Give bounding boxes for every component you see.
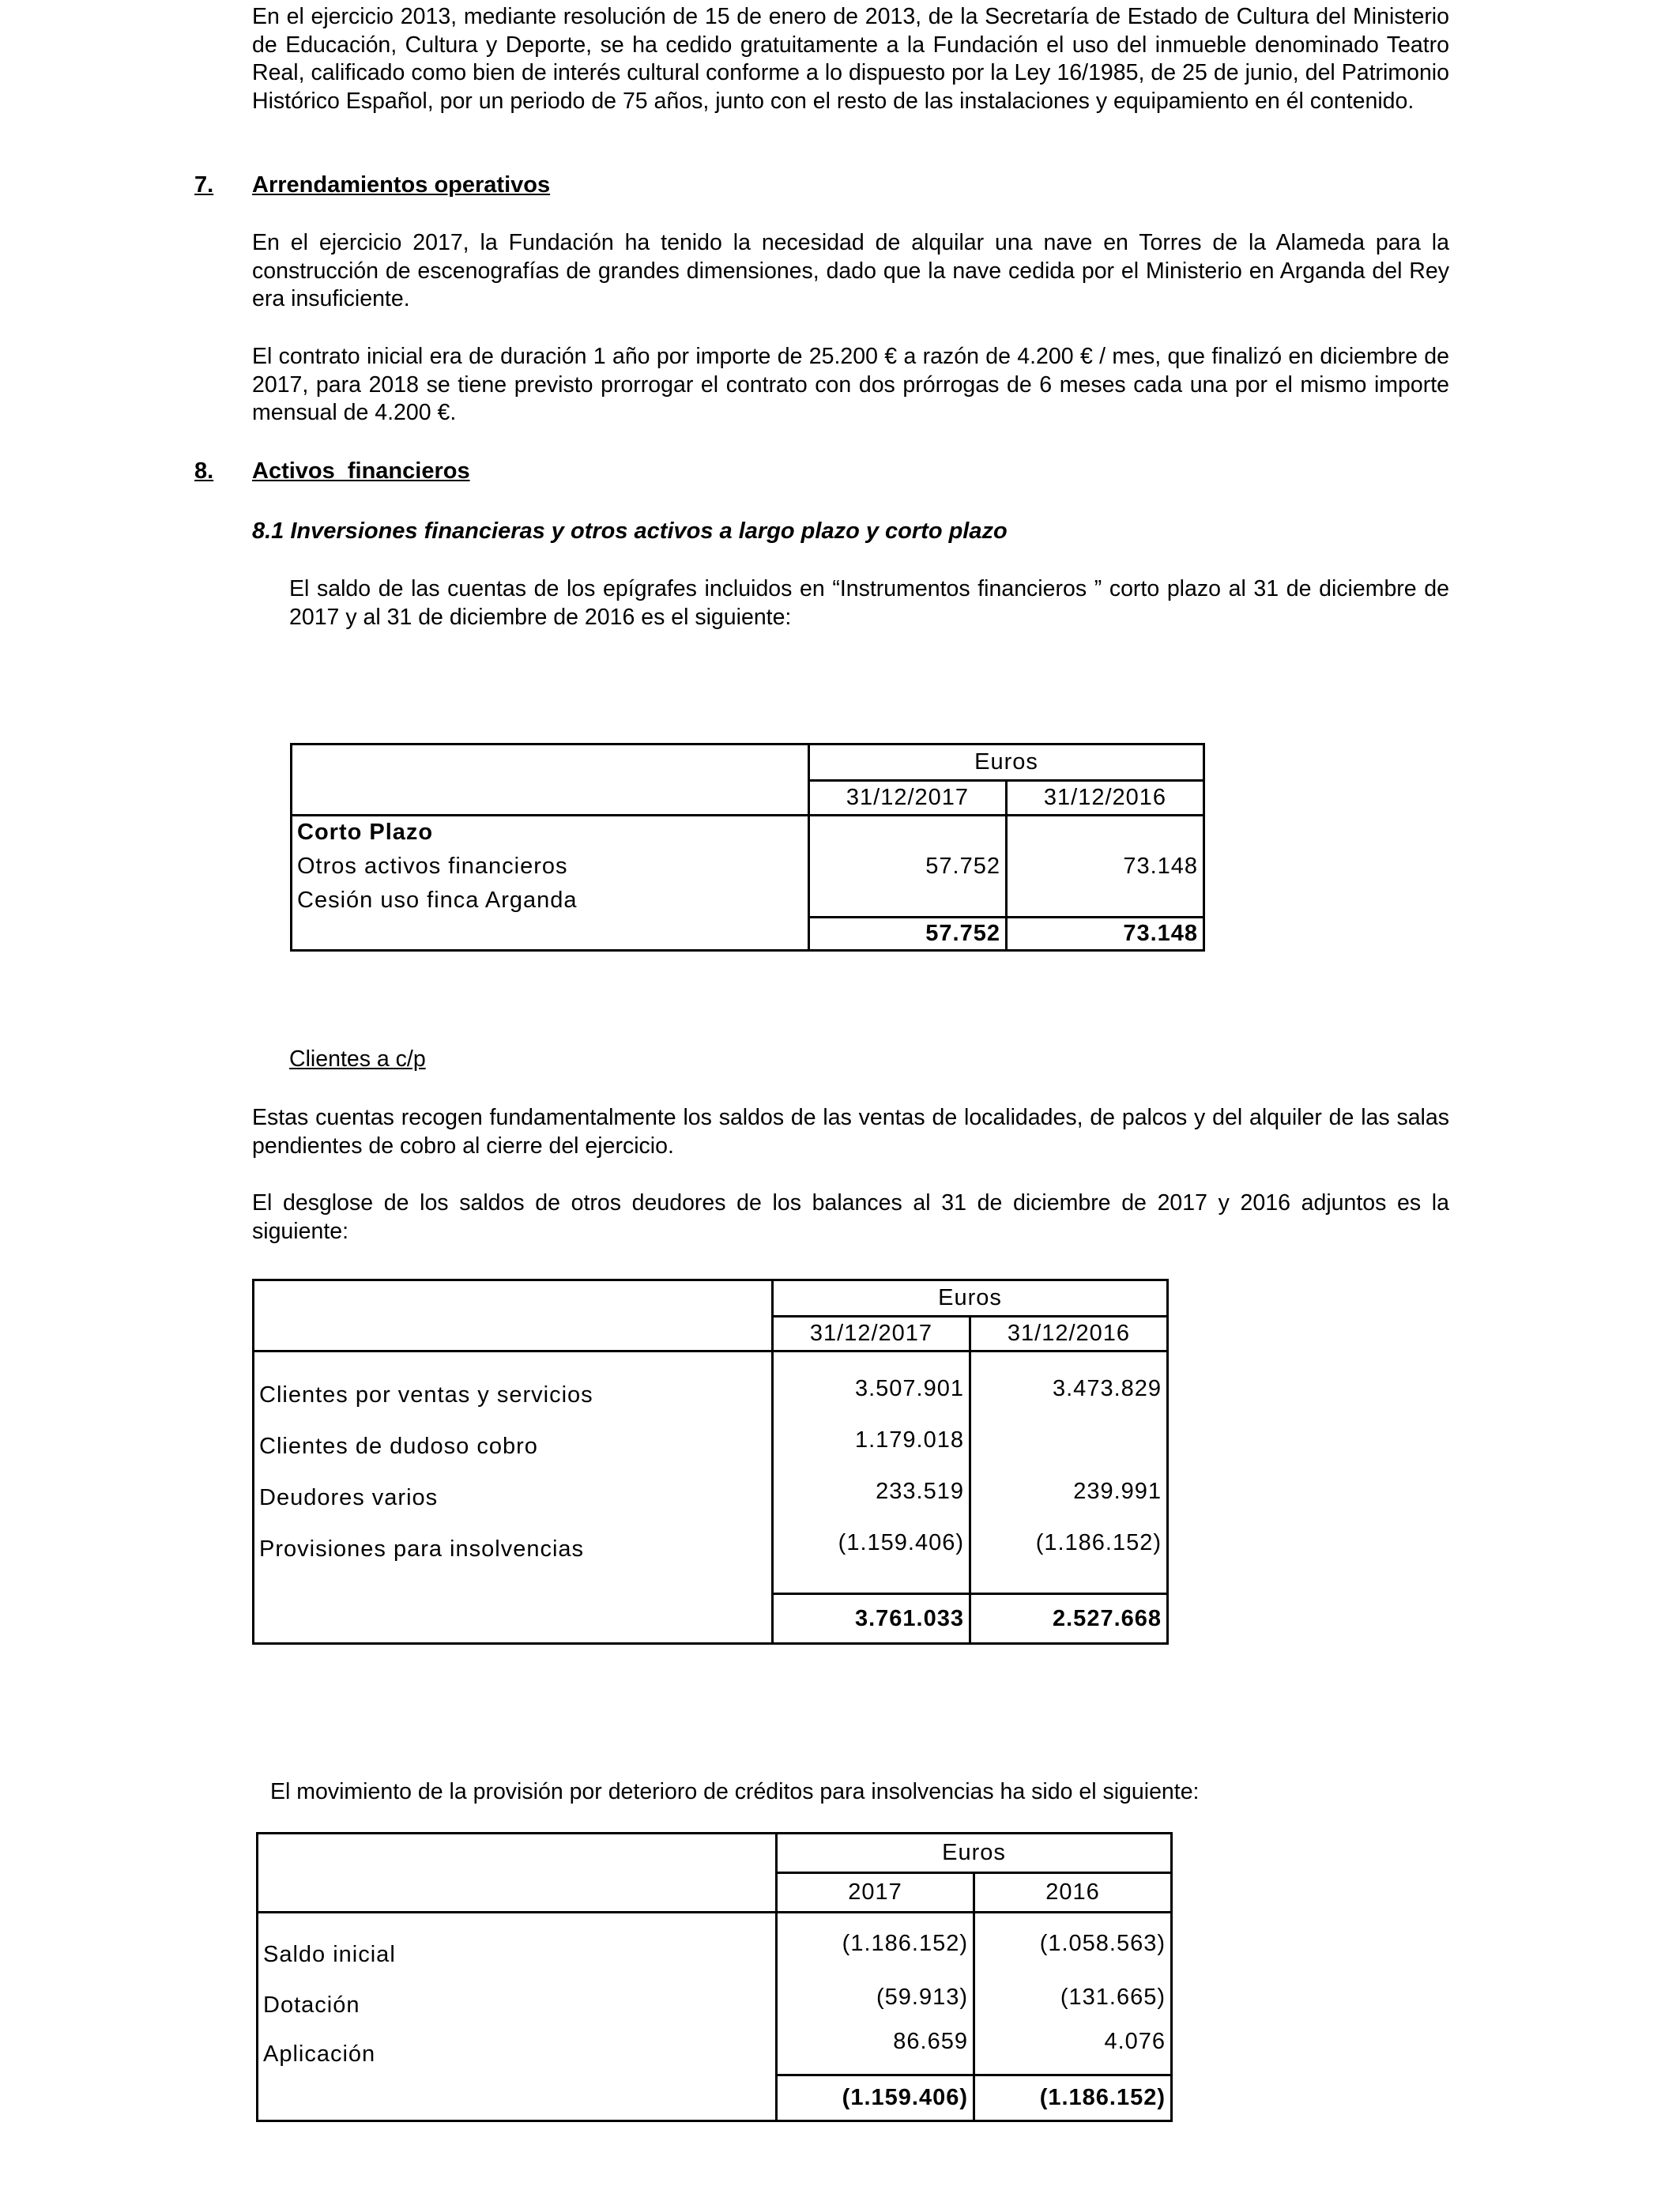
table3-row-label: Saldo inicial <box>258 1913 777 1970</box>
table1-currency-header: Euros <box>809 745 1204 781</box>
table1-col-2016: 31/12/2016 <box>1007 781 1204 816</box>
table3-currency-header: Euros <box>777 1834 1172 1873</box>
table3-total-2016: (1.186.152) <box>974 2075 1172 2121</box>
table2-row-label: Clientes de dudoso cobro <box>254 1410 773 1461</box>
table-row <box>254 1513 1168 1564</box>
table1-group-label: Corto Plazo <box>292 816 809 850</box>
table-otros-deudores <box>252 1279 1169 1645</box>
section-8-number: 8. <box>194 458 214 484</box>
table2-header-blank <box>254 1280 773 1351</box>
table2-total-2016: 2.527.668 <box>970 1594 1168 1644</box>
table-instrumentos-financieros <box>290 743 1205 952</box>
clientes-paragraph-1: Estas cuentas recogen fundamentalmente los saldos de las ventas de localidades, de palcos y del alquiler de las salas pendientes de cobro al cierre del ejercicio. <box>252 1105 1449 1159</box>
table2-row-label: Clientes por ventas y servicios <box>254 1351 773 1410</box>
table2-currency-header: Euros <box>773 1280 1168 1317</box>
table2-row-value-2016: 239.991 <box>970 1461 1168 1513</box>
section-8-title: Activos financieros <box>252 458 470 484</box>
movimiento-paragraph: El movimiento de la provisión por deterioro de créditos para insolvencias ha sido el siguiente: <box>270 1779 1200 1804</box>
table3-row-label: Dotación <box>258 1970 777 2020</box>
table2-row-label: Provisiones para insolvencias <box>254 1513 773 1564</box>
section-7-title: Arrendamientos operativos <box>252 172 551 198</box>
table-row <box>258 1970 1172 2020</box>
table1-row-value-2016 <box>1007 884 1204 918</box>
section-8-1-subtitle: 8.1 Inversiones financieras y otros activos a largo plazo y corto plazo <box>252 518 1008 544</box>
table-row <box>258 2020 1172 2075</box>
clientes-title: Clientes a c/p <box>289 1046 426 1072</box>
section-7-paragraph-1: En el ejercicio 2017, la Fundación ha tenido la necesidad de alquilar una nave en Torres de la Alameda para la construcción de escenografías de grandes dimensiones, dado que la nave cedida por el Ministerio en Arganda del Rey era insuficiente. <box>252 230 1449 311</box>
table3-total-2017: (1.159.406) <box>777 2075 974 2121</box>
intro-paragraph: En el ejercicio 2013, mediante resolución de 15 de enero de 2013, de la Secretaría de Estado de Cultura del Ministerio de Educación, Cultura y Deporte, se ha cedido gratuitamente a la Fundación el uso del inmueble denominado Teatro Real, calificado como bien de interés cultural conforme a lo dispuesto por la Ley 16/1985, de 25 de junio, del Patrimonio Histórico Español, por un periodo de 75 años, junto con el resto de las instalaciones y equipamiento en él contenido. <box>252 4 1449 114</box>
table2-row-value-2017: 3.507.901 <box>773 1351 970 1410</box>
table-row <box>254 1351 1168 1410</box>
table3-col-2017: 2017 <box>777 1873 974 1913</box>
table-row <box>292 850 1204 884</box>
table2-row-value-2017: 233.519 <box>773 1461 970 1513</box>
table1-header-blank <box>292 745 809 816</box>
section-7-paragraph-2: El contrato inicial era de duración 1 año por importe de 25.200 € a razón de 4.200 € / mes, que finalizó en diciembre de 2017, para 2018 se tiene previsto prorrogar el contrato con dos prórrogas de 6 meses cada una por el mismo importe mensual de 4.200 €. <box>252 344 1449 425</box>
table1-row-label: Cesión uso finca Arganda <box>292 884 809 918</box>
section-8-paragraph-1: El saldo de las cuentas de los epígrafes incluidos en “Instrumentos financieros ” corto plazo al 31 de diciembre de 2017 y al 31 de diciembre de 2016 es el siguiente: <box>289 576 1449 630</box>
table1-col-2017: 31/12/2017 <box>809 781 1007 816</box>
table3-row-value-2017: (59.913) <box>777 1970 974 2020</box>
table-row <box>292 884 1204 918</box>
table1-row-value-2017 <box>809 884 1007 918</box>
table3-col-2016: 2016 <box>974 1873 1172 1913</box>
table2-total-2017: 3.761.033 <box>773 1594 970 1644</box>
section-7-number: 7. <box>194 172 214 198</box>
table3-row-label: Aplicación <box>258 2020 777 2075</box>
table3-header-blank <box>258 1834 777 1913</box>
table1-row-value-2016: 73.148 <box>1007 850 1204 884</box>
table3-row-value-2016: (1.058.563) <box>974 1913 1172 1970</box>
table2-row-label: Deudores varios <box>254 1461 773 1513</box>
table2-col-2016: 31/12/2016 <box>970 1317 1168 1351</box>
table2-row-value-2016: 3.473.829 <box>970 1351 1168 1410</box>
table3-row-value-2017: (1.186.152) <box>777 1913 974 1970</box>
table2-row-value-2016: (1.186.152) <box>970 1513 1168 1564</box>
table-movimiento-provision <box>256 1832 1173 2122</box>
table-row <box>254 1410 1168 1461</box>
table3-row-value-2017: 86.659 <box>777 2020 974 2075</box>
table2-col-2017: 31/12/2017 <box>773 1317 970 1351</box>
table3-row-value-2016: (131.665) <box>974 1970 1172 2020</box>
table-row <box>254 1461 1168 1513</box>
table2-row-value-2017: 1.179.018 <box>773 1410 970 1461</box>
table1-total-2017: 57.752 <box>809 918 1007 951</box>
table-row <box>258 1913 1172 1970</box>
table1-row-value-2017: 57.752 <box>809 850 1007 884</box>
table1-total-2016: 73.148 <box>1007 918 1204 951</box>
table3-row-value-2016: 4.076 <box>974 2020 1172 2075</box>
clientes-paragraph-2: El desglose de los saldos de otros deudores de los balances al 31 de diciembre de 2017 y 2016 adjuntos es la siguiente: <box>252 1190 1449 1244</box>
table2-row-value-2016 <box>970 1410 1168 1461</box>
table1-row-label: Otros activos financieros <box>292 850 809 884</box>
table2-row-value-2017: (1.159.406) <box>773 1513 970 1564</box>
